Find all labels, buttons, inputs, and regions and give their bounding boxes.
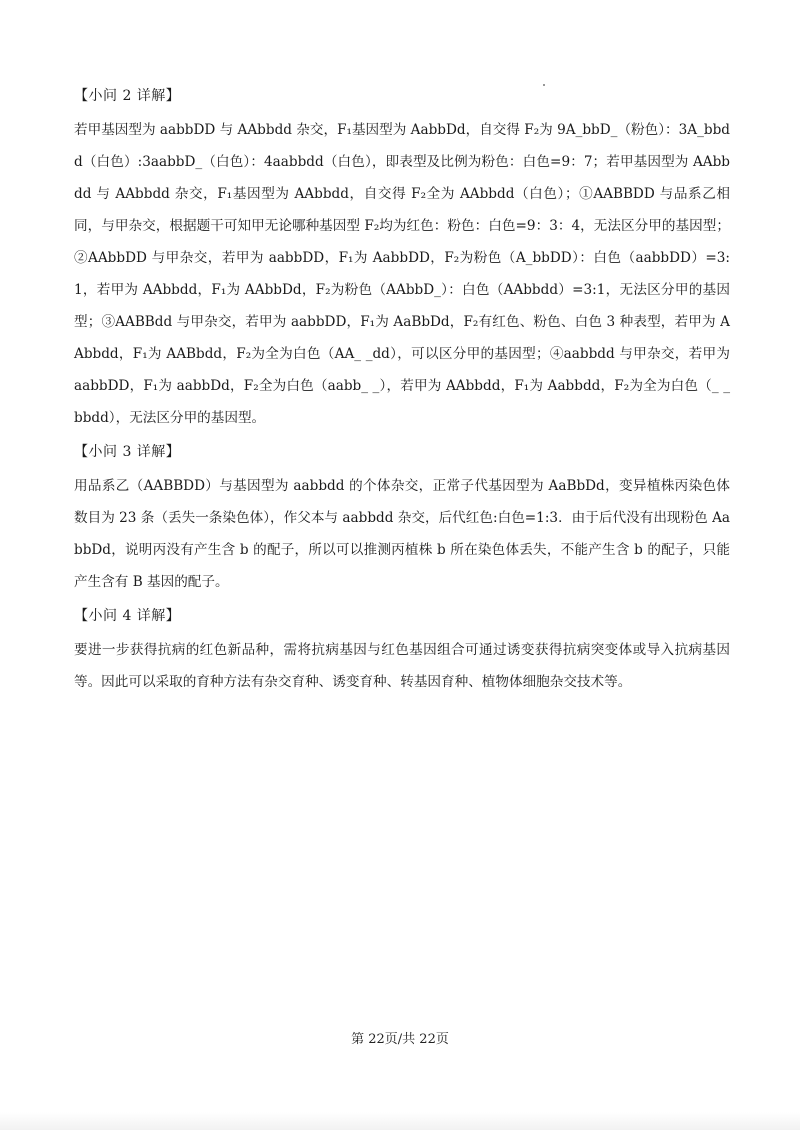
section-heading: 【小问 4 详解】: [74, 608, 181, 624]
answer-content: [74, 84, 730, 704]
section-heading: 【小问 3 详解】: [74, 444, 181, 460]
section-question-3: [74, 440, 730, 598]
section-question-4: [74, 604, 730, 698]
section-question-2: [74, 84, 730, 434]
page-number-footer: 第 22页/共 22页: [351, 1032, 449, 1047]
section-heading: 【小问 2 详解】: [74, 88, 181, 104]
section-body: 若甲基因型为 aabbDD 与 AAbbdd 杂交，F₁基因型为 AabbDd，自交得 F₂为 9A_bbD_（粉色）：3A_bbdd（白色）:3aabbD_（白色）：4aabbdd（白色），即表型及比例为粉色：白色=9：7；若甲基因型为 AAbbdd 与 AAbbdd 杂交，F₁基因型为 AAbbdd，自交得 F₂全为 AAbbdd（白色）；①AABBDD 与品系乙相同，与甲杂交，根据题干可知甲无论哪种基因型 F₂均为红色：粉色：白色=9：3：4，无法区分甲的基因型；②AAbbDD 与甲杂交，若甲为 aabbDD，F₁为 AabbDD，F₂为粉色（A_bbDD）：白色（aabbDD）=3:1，若甲为 AAbbdd，F₁为 AAbbDd，F₂为粉色（AAbbD_）：白色（AAbbdd）=3:1，无法区分甲的基因型；③AABBdd 与甲杂交，若甲为 aabbDD，F₁为 AaBbDd，F₂有红色、粉色、白色 3 种表型，若甲为 AAbbdd，F₁为 AABbdd，F₂为全为白色（AA_ _dd），可以区分甲的基因型；④aabbdd 与甲杂交，若甲为 aabbDD，F₁为 aabbDd，F₂全为白色（aabb_ _），若甲为 AAbbdd，F₁为 Aabbdd，F₂为全为白色（_ _bbdd），无法区分甲的基因型。: [74, 122, 730, 426]
scan-edge-shade: [0, 1112, 800, 1130]
section-body: 要进一步获得抗病的红色新品种，需将抗病基因与红色基因组合可通过诱变获得抗病突变体或导入抗病基因等。因此可以采取的育种方法有杂交育种、诱变育种、转基因育种、植物体细胞杂交技术等。: [74, 642, 730, 690]
section-body: 用品系乙（AABBDD）与基因型为 aabbdd 的个体杂交，正常子代基因型为 AaBbDd，变异植株丙染色体数目为 23 条（丢失一条染色体），作父本与 aabbdd 杂交，后代红色:白色=1:3．由于后代没有出现粉色 AabbDd，说明丙没有产生含 b 的配子，所以可以推测丙植株 b 所在染色体丢失，不能产生含 b 的配子，只能产生含有 B 基因的配子。: [74, 478, 730, 590]
